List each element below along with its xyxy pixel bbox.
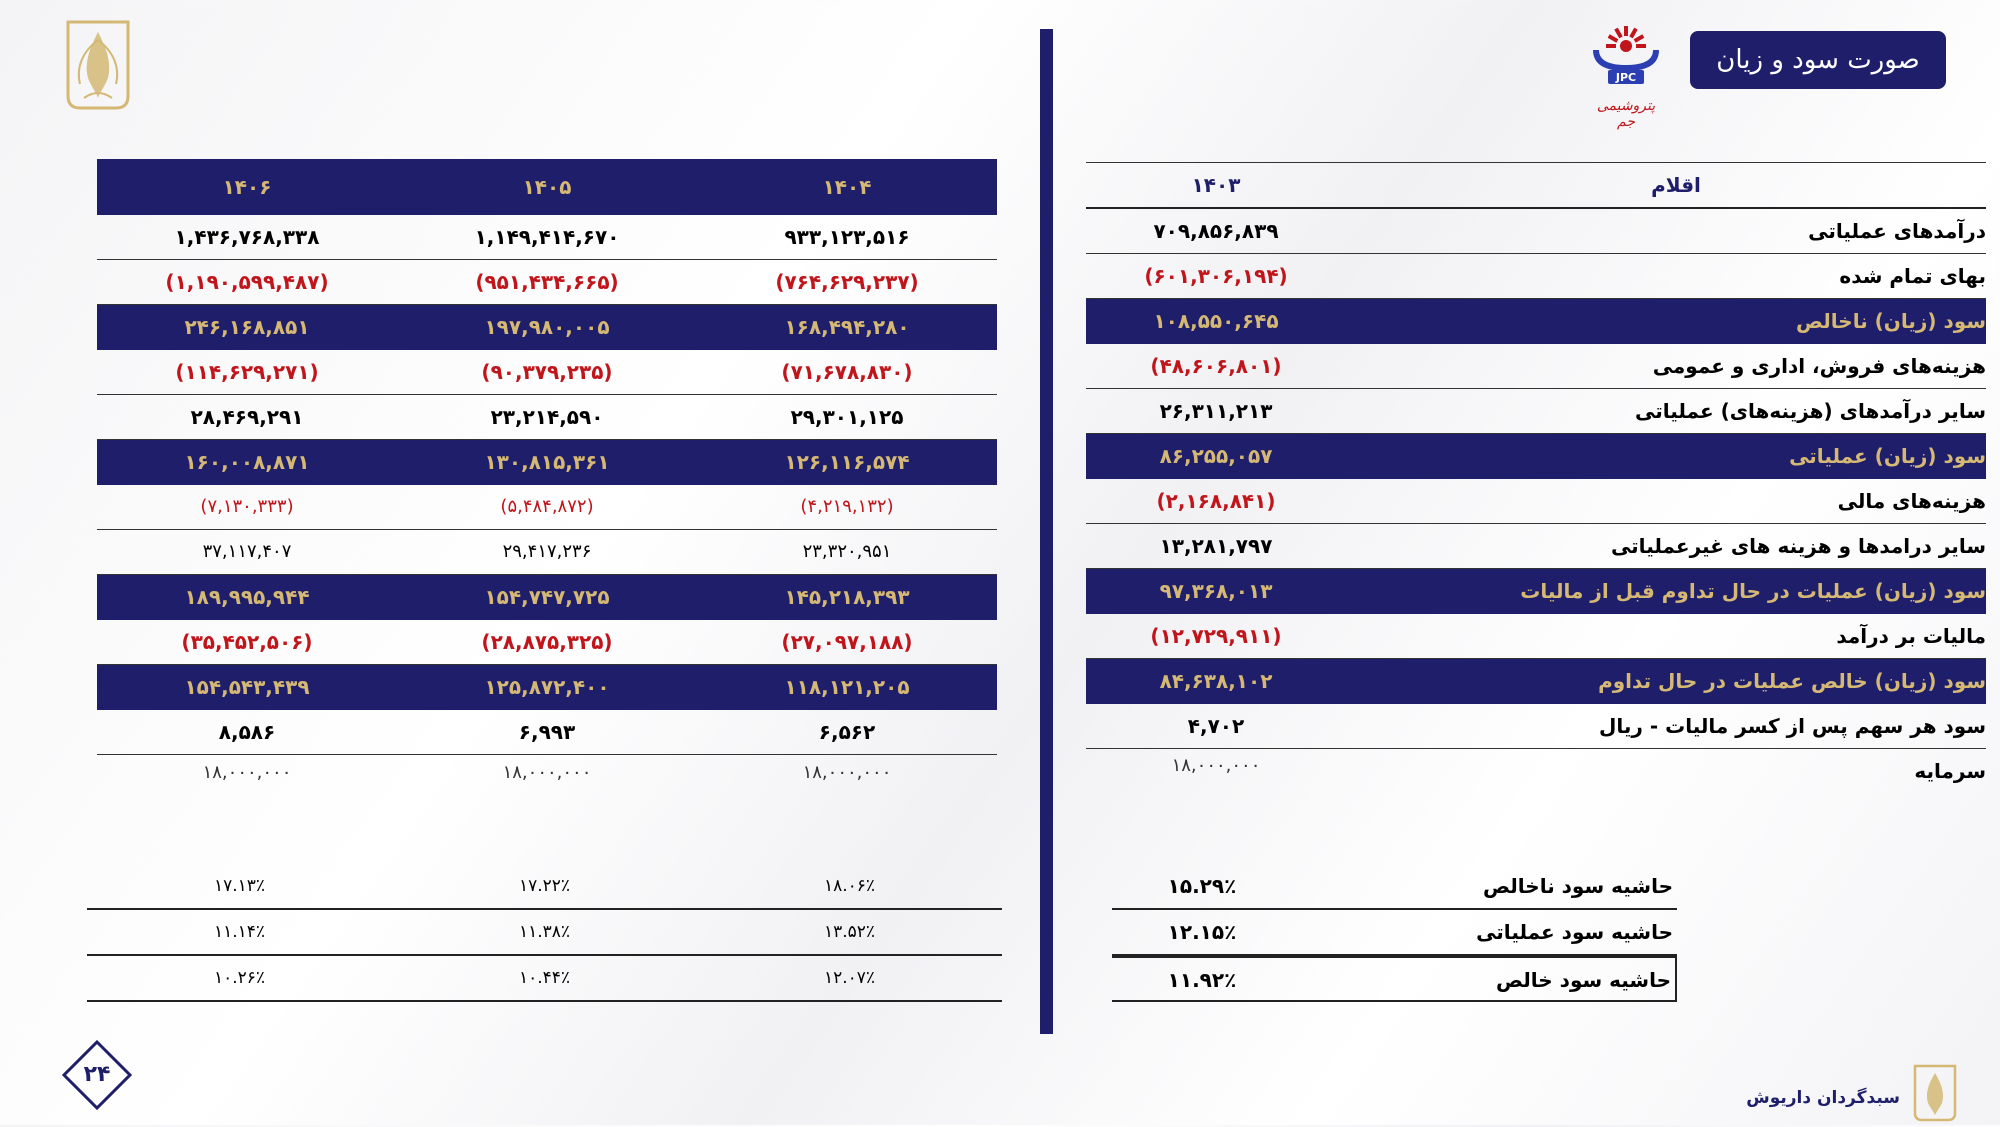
table-row (97, 215, 997, 260)
margin-value: ۱۱.۹۲٪ (1167, 968, 1237, 992)
table-row (97, 350, 997, 395)
table-row-highlight (97, 575, 997, 620)
table-row (1086, 749, 1986, 793)
table-cell: ۲۹,۳۰۱,۱۲۵ (790, 405, 904, 429)
table-cell: (۳۵,۴۵۲,۵۰۶) (181, 630, 313, 654)
row-label: سود هر سهم پس از کسر مالیات - ریال (1599, 714, 1986, 738)
income-statement-header (1086, 162, 1986, 209)
header-items: اقلام (1651, 173, 1701, 197)
margin-cell: ۱۲.۰۷٪ (823, 968, 876, 988)
table-cell: ۳۷,۱۱۷,۴۰۷ (202, 541, 292, 562)
table-row (1086, 704, 1986, 749)
margin-cell: ۱۳.۵۲٪ (823, 922, 876, 942)
table-cell: ۸,۵۸۶ (218, 720, 276, 744)
table-cell: ۶,۵۶۲ (818, 720, 876, 744)
margin-row (1112, 910, 1677, 956)
forecast-margins-table (87, 864, 1002, 1002)
margin-label: حاشیه سود ناخالص (1482, 874, 1673, 898)
row-value: ۴,۷۰۲ (1187, 714, 1245, 738)
row-value: (۶۰۱,۳۰۶,۱۹۴) (1144, 264, 1288, 288)
row-label: سرمایه (1914, 759, 1986, 783)
margin-cell: ۱۷.۲۲٪ (518, 876, 571, 896)
table-cell: (۴,۲۱۹,۱۳۲) (800, 496, 894, 517)
table-cell: ۱۳۰,۸۱۵,۳۶۱ (484, 450, 610, 474)
row-value: ۸۶,۲۵۵,۰۵۷ (1159, 444, 1273, 468)
table-row (1086, 614, 1986, 659)
table-row-highlight (1086, 299, 1986, 344)
table-cell: (۲۸,۸۷۵,۳۲۵) (481, 630, 613, 654)
table-row-highlight (97, 665, 997, 710)
row-value: (۱۲,۷۲۹,۹۱۱) (1150, 624, 1282, 648)
table-cell: ۱۱۸,۱۲۱,۲۰۵ (784, 675, 910, 699)
table-cell: ۱۵۴,۷۴۷,۷۲۵ (484, 585, 610, 609)
margin-value: ۱۵.۲۹٪ (1167, 874, 1237, 898)
row-label: سود (زیان) ناخالص (1795, 309, 1986, 333)
row-label: سود (زیان) عملیات در حال تداوم قبل از مالیات (1520, 579, 1986, 603)
jpc-name: پتروشیمی جم (1596, 98, 1656, 130)
table-row (97, 710, 997, 755)
table-cell: (۲۷,۰۹۷,۱۸۸) (781, 630, 913, 654)
table-cell: (۱,۱۹۰,۵۹۹,۴۸۷) (165, 270, 329, 294)
table-row (97, 485, 997, 530)
row-value: (۲,۱۶۸,۸۴۱) (1156, 489, 1276, 513)
table-row (1086, 254, 1986, 299)
table-cell: ۲۳,۲۱۴,۵۹۰ (490, 405, 604, 429)
footer-company-name: سبدگردان داریوش (1746, 1088, 1900, 1108)
table-cell: (۷۶۴,۶۲۹,۲۳۷) (775, 270, 919, 294)
income-statement-table (1086, 162, 1986, 793)
table-cell: ۲۳,۳۲۰,۹۵۱ (802, 541, 892, 562)
table-cell: ۱۸,۰۰۰,۰۰۰ (802, 762, 892, 783)
table-cell: ۶,۹۹۳ (518, 720, 576, 744)
table-cell: ۱۶۸,۴۹۴,۲۸۰ (784, 315, 910, 339)
table-cell: (۵,۴۸۴,۸۷۲) (500, 496, 594, 517)
row-label: مالیات بر درآمد (1836, 624, 1986, 648)
forecast-table-header (97, 159, 997, 215)
svg-text:JPC: JPC (1615, 71, 1637, 84)
table-cell: (۷,۱۳۰,۳۳۳) (200, 496, 294, 517)
margin-cell: ۱۷.۱۳٪ (213, 876, 266, 896)
table-row (1086, 479, 1986, 524)
margin-cell: ۱۰.۴۴٪ (518, 968, 571, 988)
header-year-1405: ۱۴۰۵ (522, 175, 572, 199)
forecast-table (97, 159, 997, 799)
margin-row (87, 910, 1002, 956)
row-label: بهای تمام شده (1839, 264, 1986, 288)
row-label: هزینه‌های فروش، اداری و عمومی (1652, 354, 1986, 378)
row-value: ۷۰۹,۸۵۶,۸۳۹ (1153, 219, 1279, 243)
table-cell: ۱۴۵,۲۱۸,۳۹۳ (784, 585, 910, 609)
margin-row (1112, 864, 1677, 910)
row-value: ۱۰۸,۵۵۰,۶۴۵ (1153, 309, 1279, 333)
table-row-highlight (1086, 434, 1986, 479)
row-label: سود (زیان) عملیاتی (1789, 444, 1986, 468)
page-number: ۲۴ (83, 1062, 111, 1087)
table-cell: ۱۲۵,۸۷۲,۴۰۰ (484, 675, 610, 699)
table-row-highlight (1086, 569, 1986, 614)
table-cell: ۱۲۶,۱۱۶,۵۷۴ (784, 450, 910, 474)
row-value: ۸۴,۶۳۸,۱۰۲ (1159, 669, 1273, 693)
table-cell: (۹۵۱,۴۳۴,۶۶۵) (475, 270, 619, 294)
margin-row (87, 864, 1002, 910)
table-cell: (۹۰,۳۷۹,۲۳۵) (481, 360, 613, 384)
table-cell: ۱,۴۳۶,۷۶۸,۳۳۸ (174, 225, 320, 249)
table-row-highlight (97, 305, 997, 350)
header-year-1403: ۱۴۰۳ (1191, 173, 1241, 197)
table-cell: ۱۹۷,۹۸۰,۰۰۵ (484, 315, 610, 339)
table-row (97, 260, 997, 305)
margin-cell: ۱۰.۲۶٪ (213, 968, 266, 988)
margin-row (87, 956, 1002, 1002)
table-cell: (۱۱۴,۶۲۹,۲۷۱) (175, 360, 319, 384)
table-cell: ۲۸,۴۶۹,۲۹۱ (190, 405, 304, 429)
table-row (97, 395, 997, 440)
table-cell: ۱۸,۰۰۰,۰۰۰ (502, 762, 592, 783)
row-label: درآمدهای عملیاتی (1808, 219, 1986, 243)
row-value: ۲۶,۳۱۱,۲۱۳ (1159, 399, 1273, 423)
header-year-1406: ۱۴۰۶ (222, 175, 272, 199)
margins-table (1112, 864, 1677, 1002)
table-row (1086, 344, 1986, 389)
table-cell: ۱۸۹,۹۹۵,۹۴۴ (184, 585, 310, 609)
row-label: سایر درآمدهای (هزینه‌های) عملیاتی (1634, 399, 1986, 423)
table-row-highlight (97, 440, 997, 485)
center-divider (1040, 29, 1053, 1034)
table-cell: ۱۵۴,۵۴۳,۴۳۹ (184, 675, 310, 699)
company-emblem-logo (62, 18, 134, 113)
table-row-highlight (1086, 659, 1986, 704)
table-row (97, 530, 997, 575)
row-value: ۹۷,۳۶۸,۰۱۳ (1159, 579, 1273, 603)
company-emblem-logo (1911, 1063, 1959, 1123)
table-row (97, 620, 997, 665)
table-cell: ۱۶۰,۰۰۸,۸۷۱ (184, 450, 310, 474)
jpc-logo (1590, 18, 1662, 130)
margin-cell: ۱۸.۰۶٪ (823, 876, 876, 896)
row-label: سایر درامدها و هزینه های غیرعملیاتی (1610, 534, 1986, 558)
margin-cell: ۱۱.۱۴٪ (213, 922, 266, 942)
margin-row (1112, 956, 1677, 1002)
row-value: ۱۸,۰۰۰,۰۰۰ (1171, 755, 1261, 776)
margin-label: حاشیه سود عملیاتی (1476, 920, 1673, 944)
table-cell: ۹۳۳,۱۲۳,۵۱۶ (784, 225, 910, 249)
margin-value: ۱۲.۱۵٪ (1167, 920, 1237, 944)
table-cell: ۲۹,۴۱۷,۲۳۶ (502, 541, 592, 562)
table-row (97, 755, 997, 799)
page-title: صورت سود و زیان (1690, 31, 1946, 89)
table-cell: (۷۱,۶۷۸,۸۳۰) (781, 360, 913, 384)
row-label: هزینه‌های مالی (1837, 489, 1986, 513)
row-value: ۱۳,۲۸۱,۷۹۷ (1159, 534, 1273, 558)
table-row (1086, 209, 1986, 254)
table-row (1086, 389, 1986, 434)
row-label: سود (زیان) خالص عملیات در حال تداوم (1598, 669, 1986, 693)
row-value: (۴۸,۶۰۶,۸۰۱) (1150, 354, 1282, 378)
table-cell: ۱۸,۰۰۰,۰۰۰ (202, 762, 292, 783)
header-year-1404: ۱۴۰۴ (822, 175, 872, 199)
margin-label: حاشیه سود خالص (1496, 968, 1671, 992)
margin-cell: ۱۱.۳۸٪ (518, 922, 571, 942)
table-cell: ۱,۱۴۹,۴۱۴,۶۷۰ (474, 225, 620, 249)
table-cell: ۲۴۶,۱۶۸,۸۵۱ (184, 315, 310, 339)
page-number-badge (62, 1040, 132, 1110)
table-row (1086, 524, 1986, 569)
